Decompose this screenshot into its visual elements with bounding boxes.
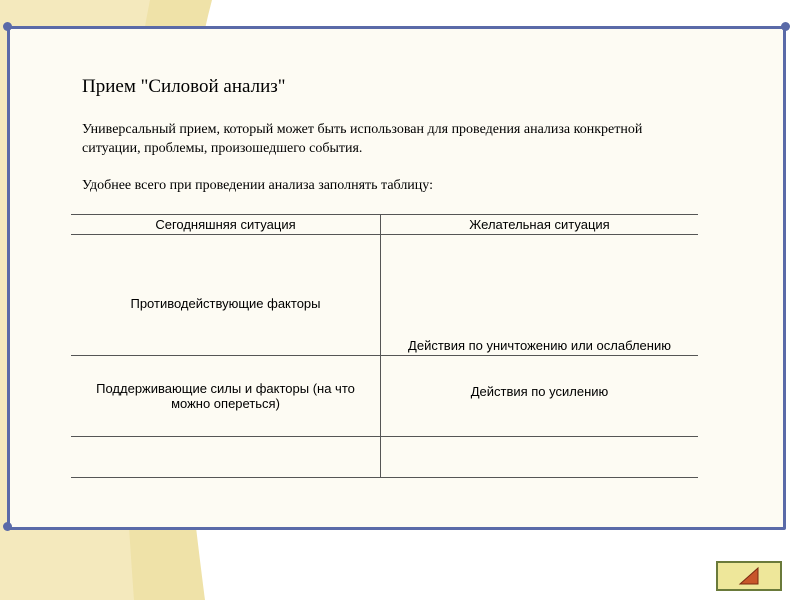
slide-title: Прием "Силовой анализ" (82, 76, 286, 97)
table-cell: Поддерживающие силы и факторы (на что можно опереться) (71, 356, 381, 437)
frame-corner-dot (781, 22, 790, 31)
table-cell: Противодействующие факторы (71, 235, 381, 356)
triangle-arrow-icon (718, 563, 780, 589)
table-header-cell: Желательная ситуация (381, 215, 699, 235)
table-cell (381, 437, 699, 478)
force-analysis-table (71, 214, 698, 478)
table-row (71, 356, 698, 437)
intro-paragraph: Универсальный прием, который может быть использован для проведения анализа конкретной ситуации, проблемы, произошедшего события. (82, 122, 643, 156)
table-row (71, 437, 698, 478)
table-cell: Действия по уничтожению или ослаблению (381, 235, 699, 356)
next-slide-button[interactable] (716, 561, 782, 591)
frame-corner-dot (3, 522, 12, 531)
table-header-row (71, 215, 698, 235)
table-cell: Действия по усилению (381, 356, 699, 437)
table-row (71, 235, 698, 356)
instruction-paragraph: Удобнее всего при проведении анализа заполнять таблицу: (82, 178, 433, 193)
table-header-cell: Сегодняшняя ситуация (71, 215, 381, 235)
frame-corner-dot (3, 22, 12, 31)
table-cell (71, 437, 381, 478)
